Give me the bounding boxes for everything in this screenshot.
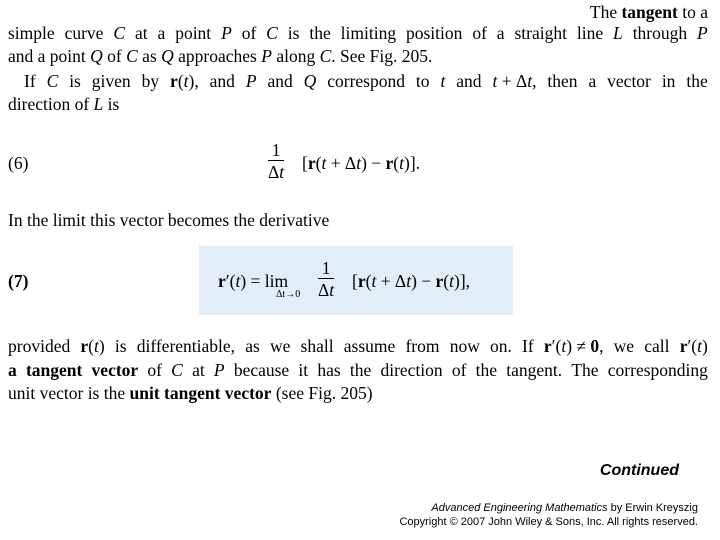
- text-line: simple curve C at a point P of C is the limiting position of a straight line L through P: [8, 23, 708, 43]
- text-line: direction of L is: [8, 94, 120, 114]
- text-line: unit vector is the unit tangent vector (see Fig. 205): [8, 383, 373, 403]
- book-title: Advanced Engineering Mathematics: [431, 502, 608, 514]
- copyright-notice: Copyright © 2007 John Wiley & Sons, Inc. All rights reserved.: [399, 516, 698, 528]
- equation-6-label: (6): [8, 153, 29, 173]
- fraction-numerator: 1: [321, 258, 331, 278]
- equation-6-fraction: [268, 140, 284, 183]
- continued-label: Continued: [599, 462, 679, 479]
- book-author: by Erwin Kreyszig: [607, 502, 698, 514]
- text-line: If C is given by r(t), and P and Q correspond to t and t + Δt, then a vector in the: [24, 71, 708, 91]
- text-line: a tangent vector of C at P because it has the direction of the tangent. The corresponding: [8, 360, 708, 380]
- equation-7-lhs: r′(t) = lim: [218, 271, 289, 291]
- text-line: In the limit this vector becomes the derivative: [8, 210, 330, 230]
- equation-7-rhs: [r(t + Δt) − r(t)],: [352, 271, 471, 291]
- text-line: provided r(t) is differentiable, as we shall assume from now on. If r′(t) ≠ 0, we call r′(t): [8, 336, 708, 356]
- text-line: The tangent to a: [589, 2, 708, 22]
- fraction-denominator: Δt: [318, 280, 335, 301]
- text-line: and a point Q of C as Q approaches P along C. See Fig. 205.: [8, 46, 433, 66]
- equation-6-rhs: [r(t + Δt) − r(t)].: [302, 153, 421, 173]
- book-credit: [431, 502, 698, 514]
- limit-subscript: Δt→0: [276, 289, 301, 300]
- equation-7-label: (7): [8, 271, 29, 291]
- fraction-denominator: Δt: [268, 162, 285, 183]
- equation-7-fraction: [318, 258, 334, 301]
- fraction-numerator: 1: [271, 140, 281, 160]
